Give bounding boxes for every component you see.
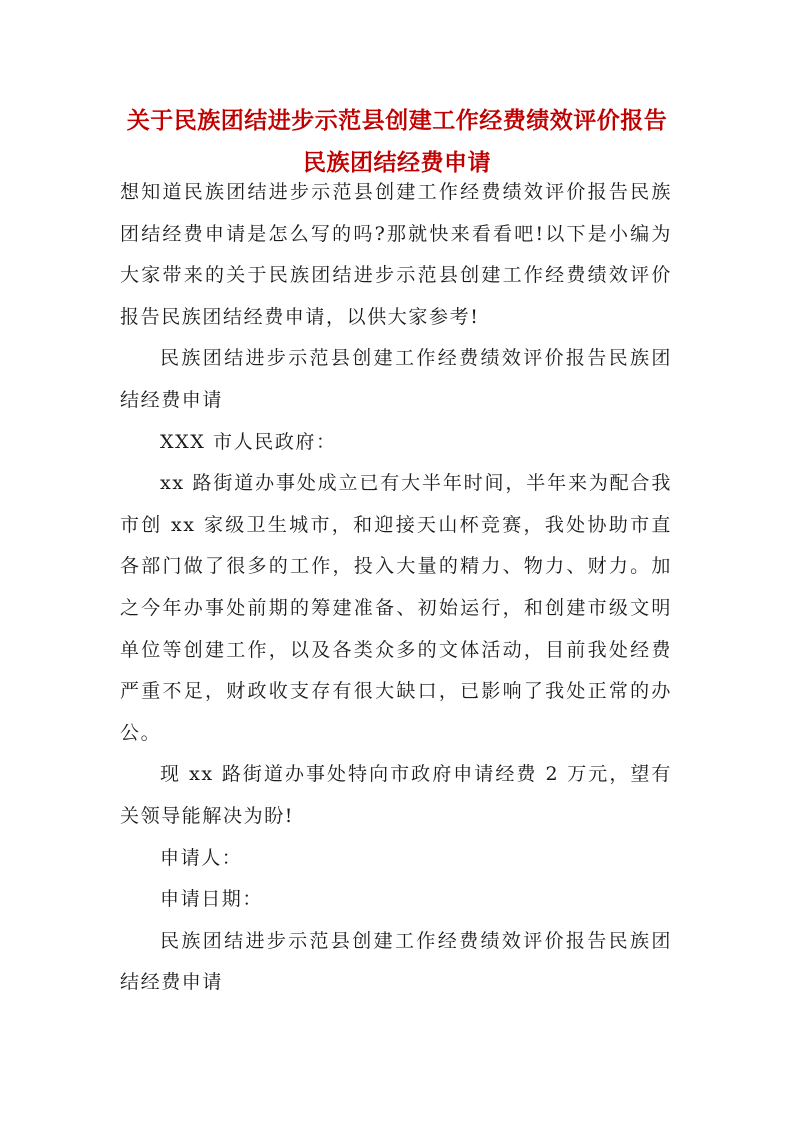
intro-paragraph: 想知道民族团结进步示范县创建工作经费绩效评价报告民族团结经费申请是怎么写的吗?那就快来看看吧!以下是小编为大家带来的关于民族团结进步示范县创建工作经费绩效评价报告民族团结经费申请，以供大家参考! <box>120 181 672 328</box>
application-date-line: 申请日期： <box>160 888 264 911</box>
title-line-2: 民族团结经费申请 <box>303 149 491 176</box>
section-heading: 民族团结进步示范县创建工作经费绩效评价报告民族团结经费申请 <box>120 347 672 411</box>
closing-heading: 民族团结进步示范县创建工作经费绩效评价报告民族团结经费申请 <box>120 929 672 994</box>
applicant-line: 申请人： <box>160 846 243 869</box>
document-body <box>120 172 672 1004</box>
salutation: XXX 市人民政府： <box>160 430 337 453</box>
title-line-1: 关于民族团结进步示范县创建工作经费绩效评价报告 <box>126 107 668 134</box>
request-paragraph: 现 xx 路街道办事处特向市政府申请经费 2 万元，望有关领导能解决为盼! <box>120 763 672 827</box>
body-paragraph: xx 路街道办事处成立已有大半年时间，半年来为配合我市创 xx 家级卫生城市，和迎接天山杯竞赛，我处协助市直各部门做了很多的工作，投入大量的精力、物力、财力。加之今年办事处前期的筹建准备、初始运行，和创建市级文明单位等创建工作，以及各类众多的文体活动，目前我处经费严重不足，财政收支存有很大缺口，已影响了我处正常的办公。 <box>120 472 672 744</box>
